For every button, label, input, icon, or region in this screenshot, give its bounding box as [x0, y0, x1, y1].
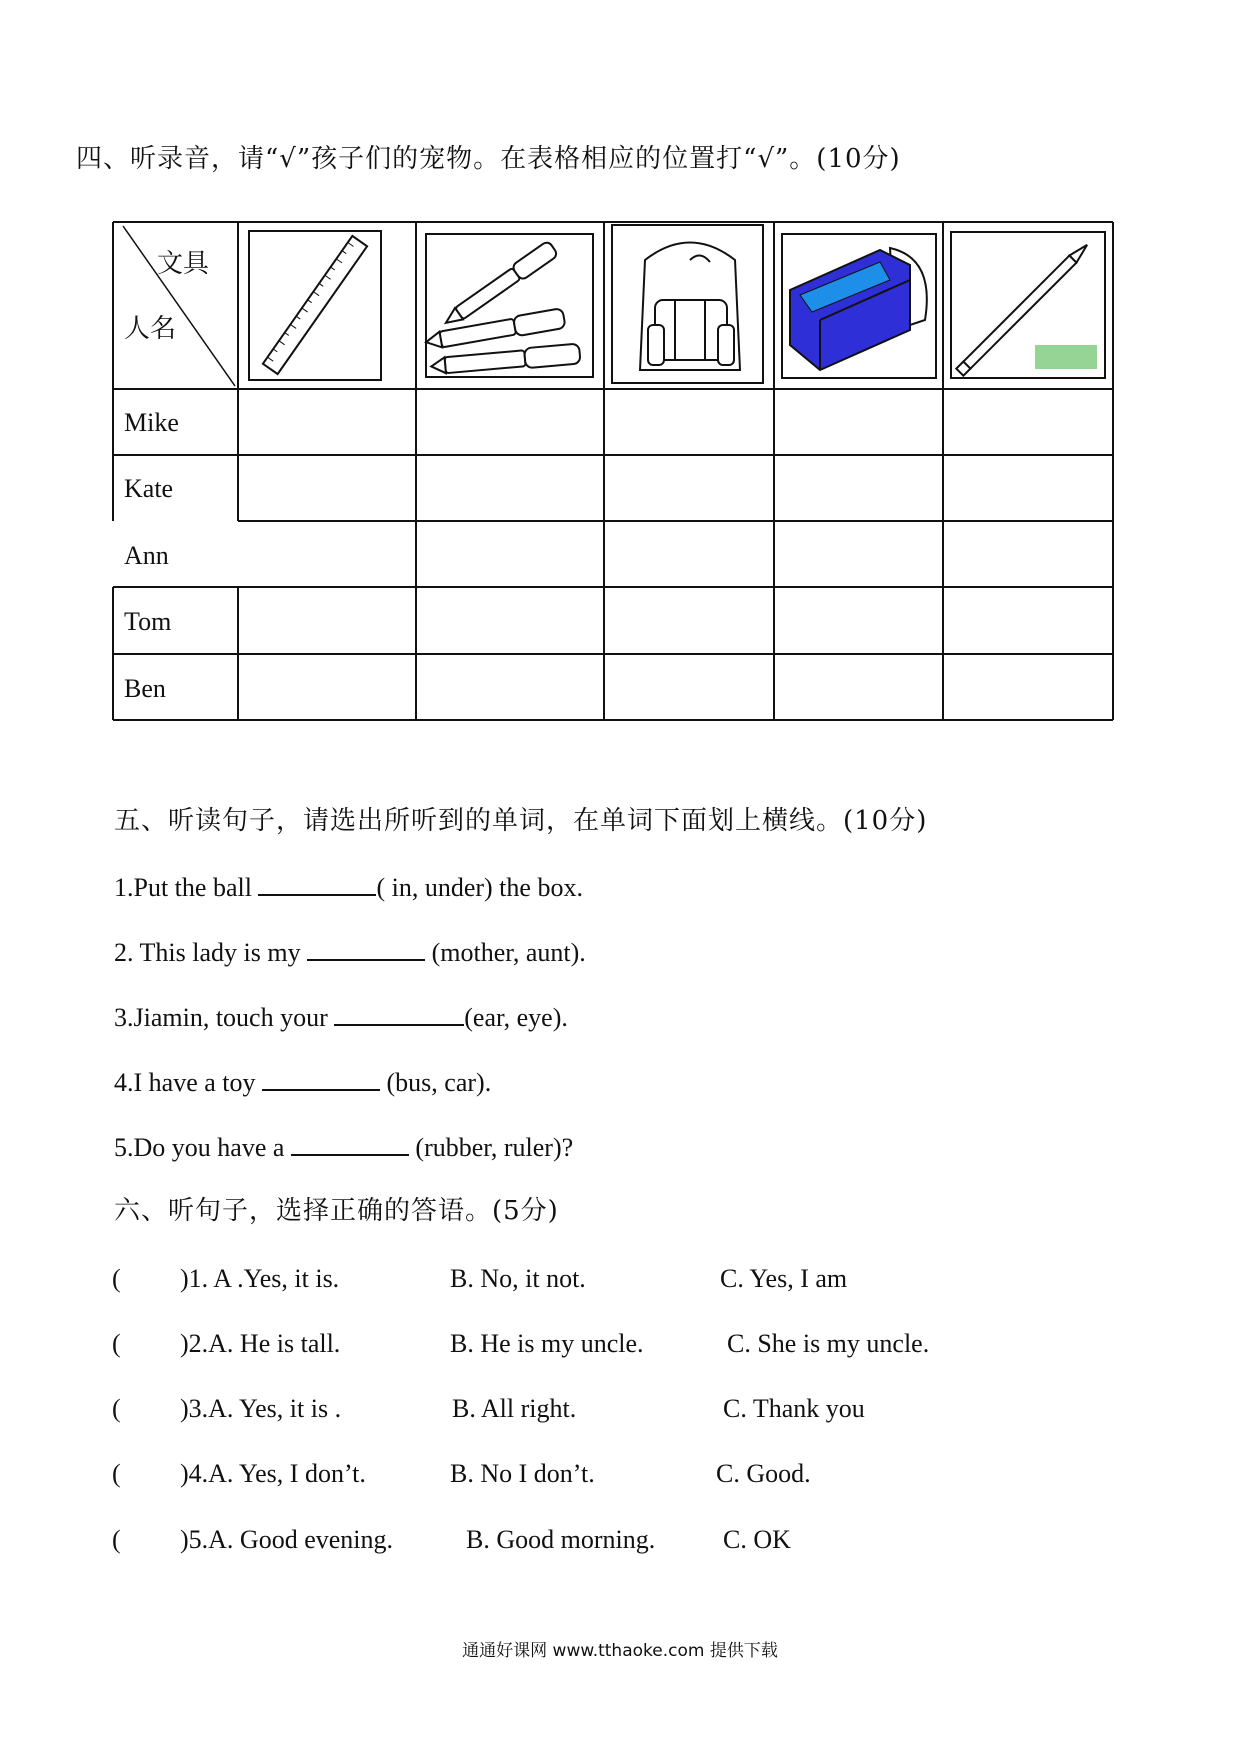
question-2-option-c: C. She is my uncle.	[727, 1329, 930, 1358]
question-1-option-a: )1. A .Yes, it is.	[180, 1264, 340, 1293]
blank-1[interactable]	[258, 874, 376, 896]
question-5-option-c: C. OK	[723, 1525, 791, 1554]
question-1-option-c: C. Yes, I am	[720, 1264, 848, 1293]
row-name-tom: Tom	[124, 607, 172, 636]
schoolbag-icon	[612, 225, 763, 383]
header-names: 人名	[124, 314, 177, 344]
sentence-1-before: 1.Put the ball	[114, 873, 259, 902]
blank-3[interactable]	[334, 1004, 464, 1026]
row-name-ann: Ann	[124, 541, 169, 570]
section-5-title: 五、听读句子，请选出所听到的单词，在单词下面划上横线。(10分)	[114, 806, 928, 836]
question-1-option-b: B. No, it not.	[450, 1264, 586, 1293]
sentence-2-after: (mother, aunt).	[425, 938, 586, 967]
ruler-icon	[249, 231, 381, 380]
sentence-1	[114, 873, 583, 903]
header-stationery: 文具	[157, 249, 210, 279]
sentence-2	[114, 938, 586, 968]
eraser-icon	[782, 234, 936, 378]
sentence-5-before: 5.Do you have a	[114, 1133, 291, 1162]
question-5-option-b: B. Good morning.	[466, 1525, 656, 1554]
question-4-option-b: B. No I don’t.	[450, 1459, 595, 1488]
section-6-title: 六、听句子，选择正确的答语。(5分)	[114, 1196, 559, 1226]
pet-table	[0, 0, 1240, 740]
sentence-2-before: 2. This lady is my	[114, 938, 308, 967]
question-4-option-c: C. Good.	[716, 1459, 811, 1488]
sentence-4-before: 4.I have a toy	[114, 1068, 263, 1097]
section-4-title: 四、听录音，请“√”孩子们的宠物。在表格相应的位置打“√”。(10分)	[76, 144, 901, 174]
sentence-3-after: (ear, eye).	[464, 1003, 568, 1032]
question-4-option-a: )4.A. Yes, I don’t.	[180, 1459, 366, 1488]
question-2-option-b: B. He is my uncle.	[450, 1329, 644, 1358]
sentence-3-before: 3.Jiamin, touch your	[114, 1003, 335, 1032]
sentence-1-after: ( in, under) the box.	[376, 873, 583, 902]
answer-paren-3[interactable]: (	[112, 1394, 121, 1423]
sentence-5-after: (rubber, ruler)?	[408, 1133, 574, 1162]
row-name-ben: Ben	[124, 674, 166, 703]
question-3-option-c: C. Thank you	[723, 1394, 865, 1423]
sentence-4	[114, 1068, 491, 1098]
footer-credit: 通通好课网 www.tthaoke.com 提供下载	[462, 1641, 778, 1661]
sentence-4-after: (bus, car).	[380, 1068, 492, 1097]
answer-paren-2[interactable]: (	[112, 1329, 121, 1358]
blank-2[interactable]	[307, 939, 425, 961]
answer-paren-1[interactable]: (	[112, 1264, 121, 1293]
question-3-option-a: )3.A. Yes, it is .	[180, 1394, 342, 1423]
row-name-kate: Kate	[124, 474, 174, 503]
pencil-icon	[951, 232, 1105, 378]
question-3-option-b: B. All right.	[452, 1394, 577, 1423]
row-name-mike: Mike	[124, 408, 179, 437]
pens-icon	[424, 234, 593, 377]
answer-paren-5[interactable]: (	[112, 1525, 121, 1554]
blank-4[interactable]	[262, 1069, 380, 1091]
question-2-option-a: )2.A. He is tall.	[180, 1329, 341, 1358]
question-5-option-a: )5.A. Good evening.	[180, 1525, 394, 1554]
sentence-3	[114, 1003, 568, 1033]
answer-paren-4[interactable]: (	[112, 1459, 121, 1488]
blank-5[interactable]	[291, 1134, 409, 1156]
sentence-5	[114, 1133, 573, 1163]
